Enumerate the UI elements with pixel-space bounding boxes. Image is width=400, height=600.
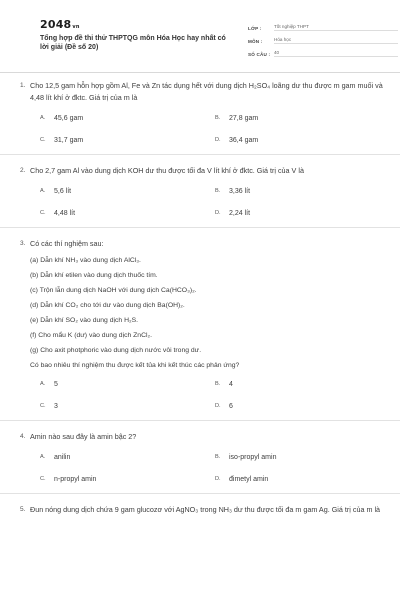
option-a[interactable]: A. 45,6 gam xyxy=(40,114,84,122)
experiment-item: (c) Trộn lẫn dung dịch NaOH với dung dịch Ca(HCO₃)₂. xyxy=(30,287,197,294)
meta-row-class: LỚP : Tốt nghiệp THPT xyxy=(248,18,398,31)
question-text: Đun nóng dung dịch chứa 9 gam glucozơ với AgNO₃ trong NH₃ dư thu được tối đa m gam Ag. Giá trị của m là xyxy=(30,505,381,514)
option-d[interactable]: D. đimetyl amin xyxy=(215,475,269,483)
site-logo[interactable]: 2048vn xyxy=(40,18,80,31)
answer-options xyxy=(40,378,385,412)
question-1: 1. Cho 12,5 gam hỗn hợp gồm Al, Fe và Zn tác dụng hết với dung dịch H₂SO₄ loãng dư thu được m gam muối và 4,48 lít khí ở đktc. Giá trị của m là A. 45,6 gam B. 27,8 gam C. 31,7 gam D. 36,4 gam xyxy=(20,80,385,146)
question-text: Amin nào sau đây là amin bậc 2? xyxy=(30,432,137,441)
header-divider xyxy=(0,72,400,73)
question-prompt: Có bao nhiêu thí nghiệm thu được kết tủa khi kết thúc các phản ứng? xyxy=(30,362,240,369)
question-text: Cho 2,7 gam Al vào dung dịch KOH dư thu được tối đa V lít khí ở đktc. Giá trị của V là xyxy=(30,166,304,175)
option-b[interactable]: B. 27,8 gam xyxy=(215,114,259,122)
question-divider xyxy=(0,493,400,494)
question-2: 2. Cho 2,7 gam Al vào dung dịch KOH dư thu được tối đa V lít khí ở đktc. Giá trị của V là A. 5,6 lít B. 3,36 lít C. 4,48 lít D. 2,24 lít xyxy=(20,165,385,219)
answer-options xyxy=(40,112,385,146)
answer-options xyxy=(40,451,385,485)
document-meta xyxy=(248,18,398,57)
question-divider xyxy=(0,154,400,155)
option-c[interactable]: C. 4,48 lít xyxy=(40,209,76,217)
experiment-item: (b) Dẫn khí etilen vào dung dịch thuốc tím. xyxy=(30,272,158,279)
answer-options xyxy=(40,185,385,219)
experiment-item: (g) Cho axit photphoric vào dung dịch nước vôi trong dư. xyxy=(30,347,202,354)
option-a[interactable]: A. anilin xyxy=(40,453,71,461)
experiment-item: (e) Dẫn khí SO₂ vào dung dịch H₂S. xyxy=(30,317,139,324)
experiment-item: (a) Dẫn khí NH₃ vào dung dịch AlCl₃. xyxy=(30,257,141,264)
question-divider xyxy=(0,420,400,421)
meta-row-question-count: SỐ CÂU : 40 xyxy=(248,44,398,57)
question-5: 5. Đun nóng dung dịch chứa 9 gam glucozơ với AgNO₃ trong NH₃ dư thu được tối đa m gam Ag. Giá trị của m là xyxy=(20,504,385,516)
option-c[interactable]: C. 3 xyxy=(40,402,58,410)
option-c[interactable]: C. 31,7 gam xyxy=(40,136,84,144)
question-3: 3. Có các thí nghiệm sau: (a) Dẫn khí NH₃ vào dung dịch AlCl₃. (b) Dẫn khí etilen vào dung dịch thuốc tím. (c) Trộn lẫn dung dịch NaOH với dung dịch Ca(HCO₃)₂. (d) Dẫn khí CO₂ cho tới dư vào dung dịch Ba(OH)₂. (e) Dẫn khí SO₂ vào dung dịch H₂S. (f) Cho mẩu K (dư) vào dung dịch ZnCl₂. (g) Cho axit photphoric vào dung dịch nước vôi trong dư. Có bao nhiêu thí nghiệm thu được kết tủa khi kết thúc các phản ứng? A. 5 B. 4 C. 3 D. 6 xyxy=(20,238,385,412)
option-d[interactable]: D. 36,4 gam xyxy=(215,136,259,144)
option-b[interactable]: B. 3,36 lít xyxy=(215,187,251,195)
question-list xyxy=(20,80,385,516)
option-a[interactable]: A. 5 xyxy=(40,380,58,388)
document-title: Tổng hợp đề thi thử THPTQG môn Hóa Học hay nhất có lời giải (Đề số 20) xyxy=(40,35,226,51)
meta-row-subject: MÔN : Hóa học xyxy=(248,31,398,44)
option-c[interactable]: C. n-propyl amin xyxy=(40,475,97,483)
experiment-item: (f) Cho mẩu K (dư) vào dung dịch ZnCl₂. xyxy=(30,332,153,339)
question-text: Cho 12,5 gam hỗn hợp gồm Al, Fe và Zn tác dụng hết với dung dịch H₂SO₄ loãng dư thu được m gam muối và 4,48 lít khí ở đktc. Giá trị của m là xyxy=(30,81,383,102)
question-4: 4. Amin nào sau đây là amin bậc 2? A. anilin B. iso-propyl amin C. n-propyl amin D. đimetyl amin xyxy=(20,431,385,485)
option-b[interactable]: B. 4 xyxy=(215,380,233,388)
experiment-item: (d) Dẫn khí CO₂ cho tới dư vào dung dịch Ba(OH)₂. xyxy=(30,302,185,309)
question-text: Có các thí nghiệm sau: xyxy=(30,239,104,248)
question-divider xyxy=(0,227,400,228)
option-a[interactable]: A. 5,6 lít xyxy=(40,187,72,195)
option-b[interactable]: B. iso-propyl amin xyxy=(215,453,277,461)
option-d[interactable]: D. 2,24 lít xyxy=(215,209,251,217)
option-d[interactable]: D. 6 xyxy=(215,402,233,410)
page-header xyxy=(20,0,380,62)
